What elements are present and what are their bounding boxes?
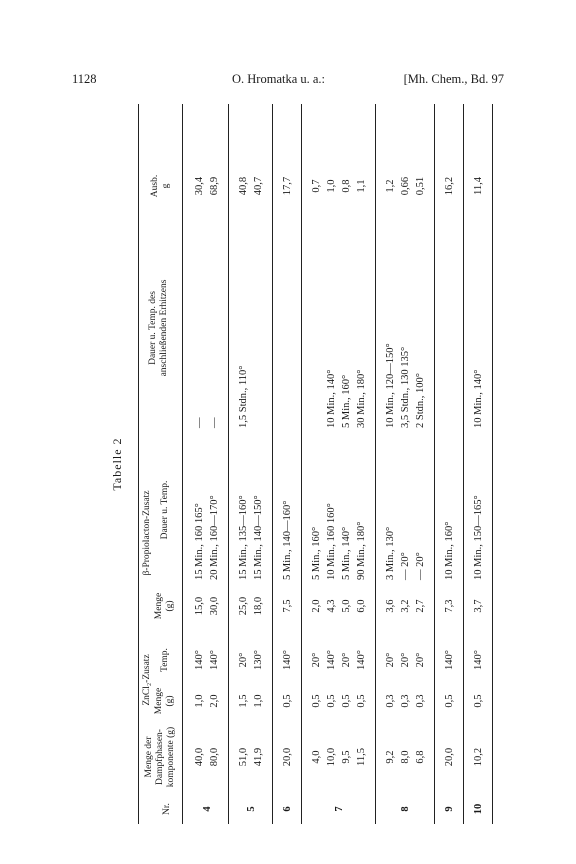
cell-p-menge: 2,7 <box>415 599 426 613</box>
cell-p-dauer: 20 Min., 160—170° <box>209 495 220 580</box>
cell-menge: 9,5 <box>341 750 352 764</box>
cell-p-dauer: 10 Min., 150—165° <box>473 495 484 580</box>
cell-p-menge: 25,0 <box>238 596 249 616</box>
cell-p-dauer: 15 Min., 135—160° <box>238 495 249 580</box>
header-menge-dampfphase: Menge der Dampfphasen- komponente (g) <box>144 726 176 788</box>
cell-menge: 10,0 <box>326 747 337 767</box>
cell-p-menge: 15,0 <box>194 596 205 616</box>
cell-zn-menge: 1,0 <box>253 694 264 708</box>
row-rule <box>434 104 435 824</box>
cell-zn-temp: 140° <box>209 650 220 670</box>
cell-nach: 10 Min., 120—150° <box>385 343 396 428</box>
cell-p-dauer: 10 Min., 160° <box>444 521 455 580</box>
cell-p-dauer: 15 Min., 140—150° <box>253 495 264 580</box>
row-rule <box>375 104 376 824</box>
running-authors: O. Hromatka u. a.: <box>232 72 326 86</box>
cell-nach: — <box>194 417 205 428</box>
cell-p-dauer: 10 Min., 160 160° <box>326 503 337 580</box>
table-top-rule <box>138 104 139 824</box>
cell-menge: 11,5 <box>356 748 367 766</box>
cell-p-menge: 30,0 <box>209 596 220 616</box>
running-journal: [Mh. Chem., Bd. 97 <box>403 72 504 86</box>
cell-p-dauer: 90 Min., 180° <box>356 521 367 580</box>
cell-p-menge: 3,2 <box>400 599 411 613</box>
cell-zn-temp: 140° <box>282 650 293 670</box>
cell-zn-temp: 20° <box>238 652 249 668</box>
cell-p-menge: 3,6 <box>385 599 396 613</box>
header-bottom-rule <box>182 104 183 824</box>
cell-ausb: 0,7 <box>311 179 322 193</box>
row-number: 4 <box>201 806 213 812</box>
cell-ausb: 40,8 <box>238 176 249 196</box>
row-rule <box>463 104 464 824</box>
cell-ausb: 1,2 <box>385 179 396 193</box>
cell-ausb: 1,1 <box>356 179 367 193</box>
cell-nach: 30 Min., 180° <box>356 369 367 428</box>
cell-zn-temp: 140° <box>356 650 367 670</box>
cell-ausb: 0,51 <box>415 176 426 196</box>
header-prop-menge: Menge (g) <box>154 592 175 620</box>
cell-ausb: 11,4 <box>473 177 484 195</box>
cell-ausb: 0,8 <box>341 179 352 193</box>
cell-zn-temp: 140° <box>194 650 205 670</box>
rotated-table <box>110 104 500 824</box>
cell-ausb: 68,9 <box>209 176 220 196</box>
page-number: 1128 <box>72 72 97 86</box>
cell-menge: 51,0 <box>238 747 249 767</box>
cell-nach: — <box>209 417 220 428</box>
row-rule <box>228 104 229 824</box>
cell-zn-menge: 0,5 <box>326 694 337 708</box>
cell-nach: 1,5 Stdn., 110° <box>238 365 249 428</box>
cell-nach: 10 Min., 140° <box>473 369 484 428</box>
cell-p-menge: 2,0 <box>311 599 322 613</box>
row-rule <box>301 104 302 824</box>
header-ausbeute: Ausb. g <box>150 174 171 198</box>
cell-zn-temp: 20° <box>400 652 411 668</box>
page-header <box>72 72 504 88</box>
row-number: 8 <box>400 806 411 812</box>
cell-zn-temp: 140° <box>444 650 455 670</box>
cell-p-dauer: 3 Min., 130° <box>385 526 396 580</box>
header-prop-dauer: Dauer u. Temp. <box>160 480 170 540</box>
cell-zn-menge: 0,3 <box>385 694 396 708</box>
cell-menge: 10,2 <box>473 747 484 767</box>
cell-menge: 20,0 <box>282 747 293 767</box>
cell-menge: 40,0 <box>194 747 205 767</box>
cell-menge: 8,0 <box>400 750 411 764</box>
cell-p-menge: 18,0 <box>253 596 264 616</box>
cell-p-menge: 7,5 <box>282 599 293 613</box>
cell-ausb: 1,0 <box>326 179 337 193</box>
cell-p-dauer: — 20° <box>400 552 411 580</box>
cell-p-dauer: 5 Min., 160° <box>311 526 322 580</box>
cell-p-dauer: 5 Min., 140—160° <box>282 500 293 580</box>
cell-zn-temp: 20° <box>311 652 322 668</box>
table-caption: Tabelle 2 <box>110 437 124 491</box>
cell-ausb: 30,4 <box>194 176 205 196</box>
cell-p-menge: 3,7 <box>473 599 484 613</box>
cell-p-dauer: — 20° <box>415 552 426 580</box>
cell-ausb: 0,66 <box>400 176 411 196</box>
cell-menge: 6,8 <box>415 750 426 764</box>
row-number: 6 <box>282 806 293 812</box>
header-anschliessend: Dauer u. Temp. des anschließenden Erhitzens <box>148 279 169 377</box>
cell-nach: 10 Min., 140° <box>326 369 337 428</box>
cell-zn-menge: 1,5 <box>238 694 249 708</box>
cell-zn-menge: 0,5 <box>282 694 293 708</box>
cell-zn-menge: 0,5 <box>444 694 455 708</box>
header-nr: Nr. <box>162 803 172 815</box>
cell-p-menge: 4,3 <box>326 599 337 613</box>
cell-ausb: 16,2 <box>444 176 455 196</box>
cell-zn-menge: 0,3 <box>400 694 411 708</box>
cell-zn-menge: 0,5 <box>341 694 352 708</box>
cell-zn-menge: 1,0 <box>194 694 205 708</box>
cell-zn-temp: 20° <box>415 652 426 668</box>
cell-menge: 4,0 <box>311 750 322 764</box>
cell-zn-menge: 0,5 <box>356 694 367 708</box>
row-number: 7 <box>333 806 345 812</box>
cell-p-dauer: 5 Min., 140° <box>341 526 352 580</box>
cell-menge: 41,9 <box>253 747 264 767</box>
cell-zn-menge: 0,3 <box>415 694 426 708</box>
cell-p-menge: 7,3 <box>444 599 455 613</box>
cell-zn-temp: 130° <box>253 650 264 670</box>
cell-zn-menge: 0,5 <box>473 694 484 708</box>
cell-menge: 20,0 <box>444 747 455 767</box>
cell-p-dauer: 15 Min., 160 165° <box>194 503 205 580</box>
row-number: 10 <box>473 803 484 815</box>
cell-nach: 3,5 Stdn., 130 135° <box>400 346 411 428</box>
row-rule <box>492 104 493 824</box>
row-number: 9 <box>444 806 455 812</box>
header-zncl2-menge: Menge (g) <box>154 687 175 715</box>
header-zncl2-group: ZnCl₂-Zusatz <box>142 654 152 706</box>
cell-p-menge: 5,0 <box>341 599 352 613</box>
cell-zn-temp: 140° <box>473 650 484 670</box>
cell-ausb: 17,7 <box>282 176 293 196</box>
row-rule <box>272 104 273 824</box>
cell-zn-menge: 2,0 <box>209 694 220 708</box>
cell-zn-temp: 20° <box>341 652 352 668</box>
cell-zn-temp: 20° <box>385 652 396 668</box>
cell-menge: 80,0 <box>209 747 220 767</box>
cell-ausb: 40,7 <box>253 176 264 196</box>
row-number: 5 <box>245 806 257 812</box>
cell-zn-menge: 0,5 <box>311 694 322 708</box>
cell-nach: 2 Stdn., 100° <box>415 373 426 428</box>
header-zncl2-temp: Temp. <box>160 648 170 672</box>
cell-p-menge: 6,0 <box>356 599 367 613</box>
cell-menge: 9,2 <box>385 750 396 764</box>
cell-zn-temp: 140° <box>326 650 337 670</box>
cell-nach: 5 Min., 160° <box>341 374 352 428</box>
header-propiolacton-group: β-Propiolacton-Zusatz <box>142 490 152 576</box>
